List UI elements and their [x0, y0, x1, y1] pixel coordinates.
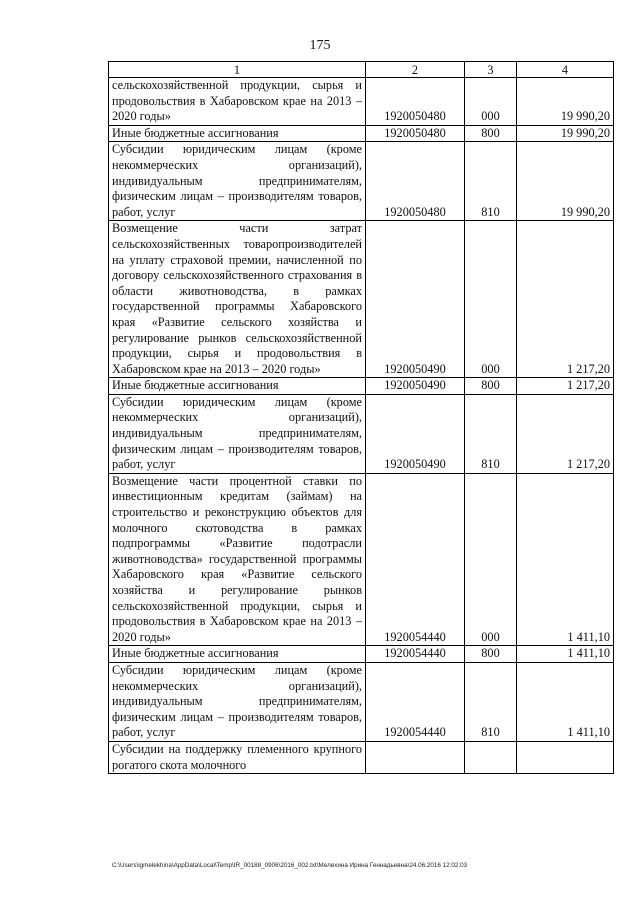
row-amount-cell: 19 990,20 — [517, 125, 614, 142]
row-amount-cell: 1 411,10 — [517, 646, 614, 663]
row-name-cell: Иные бюджетные ассигнования — [109, 125, 366, 142]
row-amount-cell: 1 217,20 — [517, 378, 614, 395]
header-col-1: 1 — [109, 62, 366, 78]
row-vr-cell: 000 — [465, 78, 517, 126]
table-row — [109, 378, 614, 395]
row-name-cell: Иные бюджетные ассигнования — [109, 646, 366, 663]
row-amount-cell: 19 990,20 — [517, 142, 614, 221]
header-col-3: 3 — [465, 62, 517, 78]
row-amount-cell — [517, 741, 614, 773]
row-vr-cell: 800 — [465, 125, 517, 142]
row-vr-cell: 810 — [465, 662, 517, 741]
row-name-cell: Иные бюджетные ассигнования — [109, 378, 366, 395]
row-code-cell: 1920050480 — [366, 125, 465, 142]
row-code-cell: 1920050490 — [366, 394, 465, 473]
row-vr-cell: 000 — [465, 221, 517, 378]
table-row — [109, 741, 614, 773]
row-code-cell: 1920050490 — [366, 221, 465, 378]
page-number: 175 — [309, 38, 331, 53]
header-col-4: 4 — [517, 62, 614, 78]
row-amount-cell: 1 217,20 — [517, 394, 614, 473]
table-header-row — [109, 62, 614, 78]
row-code-cell — [366, 741, 465, 773]
row-code-cell: 1920050480 — [366, 142, 465, 221]
row-amount-cell: 1 217,20 — [517, 221, 614, 378]
row-vr-cell: 800 — [465, 378, 517, 395]
row-vr-cell: 800 — [465, 646, 517, 663]
row-vr-cell: 000 — [465, 473, 517, 646]
row-code-cell: 1920050480 — [366, 78, 465, 126]
row-name-cell: Субсидии юридическим лицам (кроме некоммерческих организаций), индивидуальным предпринимателям, физическим лицам – производителям товаров, работ, услуг — [109, 662, 366, 741]
row-code-cell: 1920054440 — [366, 662, 465, 741]
table-row — [109, 662, 614, 741]
row-vr-cell: 810 — [465, 394, 517, 473]
table-row — [109, 78, 614, 126]
row-amount-cell: 1 411,10 — [517, 662, 614, 741]
table-row — [109, 394, 614, 473]
table-row — [109, 646, 614, 663]
row-name-cell: Субсидии юридическим лицам (кроме некоммерческих организаций), индивидуальным предпринимателям, физическим лицам – производителям товаров, работ, услуг — [109, 142, 366, 221]
row-name-cell: Возмещение части процентной ставки по инвестиционным кредитам (займам) на строительство и реконструкцию объектов для молочного скотоводства в рамках подпрограммы «Развитие подотрасли животноводства» государственной программы Хабаровского края «Развитие сельского хозяйства и регулирование рынков сельскохозяйственной продукции, сырья и продовольствия в Хабаровском крае на 2013 – 2020 годы» — [109, 473, 366, 646]
row-code-cell: 1920054440 — [366, 646, 465, 663]
row-name-cell: сельскохозяйственной продукции, сырья и продовольствия в Хабаровском крае на 2013 – 2020 годы» — [109, 78, 366, 126]
row-amount-cell: 19 990,20 — [517, 78, 614, 126]
file-path-footer: C:\Users\igmelekhina\AppData\Local\Temp\IR_00188_0906\2016_002.txt\Мелехина Ирина Геннадьевна\24.06.2016 12:02:03 — [112, 862, 468, 869]
row-code-cell: 1920050490 — [366, 378, 465, 395]
row-vr-cell: 810 — [465, 142, 517, 221]
table-row — [109, 142, 614, 221]
budget-table — [108, 61, 614, 774]
table-row — [109, 125, 614, 142]
row-code-cell: 1920054440 — [366, 473, 465, 646]
header-col-2: 2 — [366, 62, 465, 78]
table-row — [109, 221, 614, 378]
row-vr-cell — [465, 741, 517, 773]
row-amount-cell: 1 411,10 — [517, 473, 614, 646]
row-name-cell: Субсидии на поддержку племенного крупного рогатого скота молочного — [109, 741, 366, 773]
row-name-cell: Субсидии юридическим лицам (кроме некоммерческих организаций), индивидуальным предпринимателям, физическим лицам – производителям товаров, работ, услуг — [109, 394, 366, 473]
table-row — [109, 473, 614, 646]
row-name-cell: Возмещение части затрат сельскохозяйственных товаропроизводителей на уплату страховой премии, начисленной по договору сельскохозяйственного страхования в области животноводства, в рамках государственной программы Хабаровского края «Развитие сельского хозяйства и регулирование рынков сельскохозяйственной продукции, сырья и продовольствия в Хабаровском крае на 2013 – 2020 годы» — [109, 221, 366, 378]
